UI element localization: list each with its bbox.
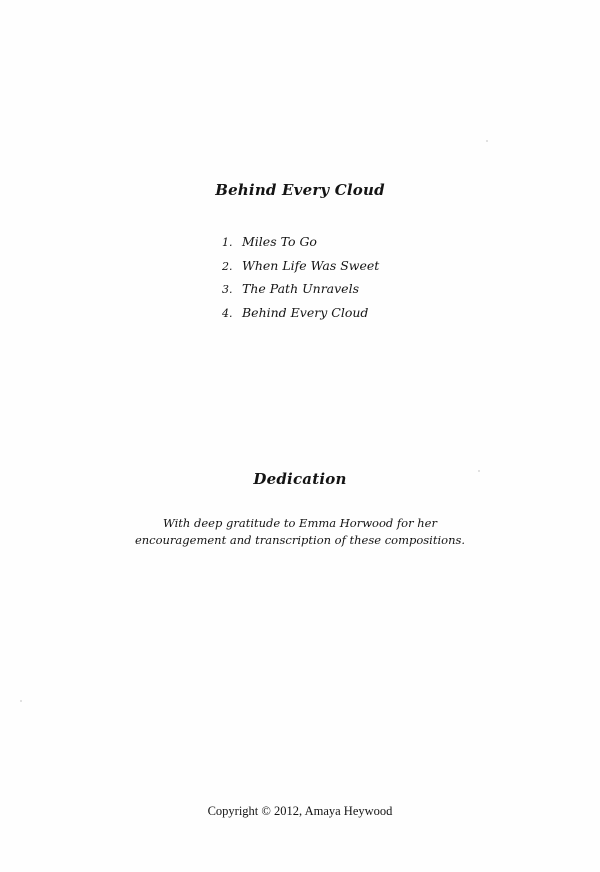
dedication-line: With deep gratitude to Emma Horwood for her [163,516,437,530]
dedication-line: encouragement and transcription of these compositions. [134,533,466,547]
paper-speck [486,140,488,142]
track-list [222,230,379,324]
track-item [222,254,379,278]
dedication-heading: Dedication [253,470,347,488]
paper-speck [478,470,480,472]
track-number: 1. [222,236,233,249]
track-number: 4. [222,306,233,320]
paper-speck [20,700,22,702]
track-number: 3. [222,283,233,296]
track-item [222,277,379,301]
copyright-notice: Copyright © 2012, Amaya Heywood [207,804,393,818]
track-number: 2. [222,259,233,273]
dedication-text [0,515,600,549]
track-item [222,301,379,325]
track-title: Miles To Go [242,234,317,249]
collection-title: Behind Every Cloud [215,181,385,199]
track-title: The Path Unravels [242,281,359,296]
track-title: When Life Was Sweet [242,257,380,273]
track-title: Behind Every Cloud [242,304,369,320]
track-item [222,230,379,254]
